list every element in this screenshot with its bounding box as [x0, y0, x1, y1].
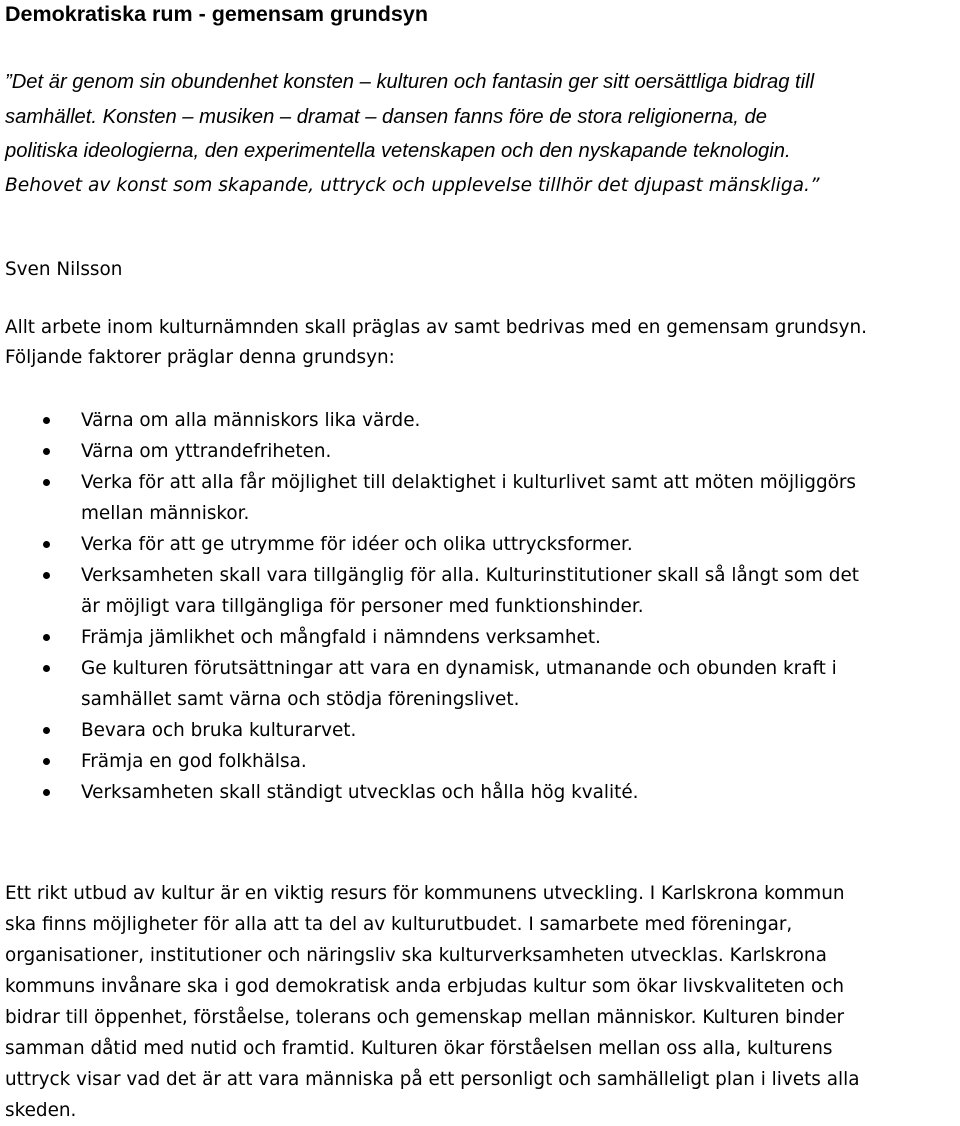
factor-text — [81, 560, 953, 622]
factor-line: Verksamheten skall vara tillgänglig för alla. Kulturinstitutioner skall så långt som det — [81, 565, 859, 586]
quote-line: samhället. Konsten – musiken – dramat – dansen fanns före de stora religionerna, de — [5, 105, 767, 128]
bullet-icon — [43, 727, 50, 734]
closing-line: bidrar till öppenhet, förståelse, tolerans och gemenskap mellan människor. Kulturen binder — [5, 1007, 845, 1028]
factor-text — [81, 777, 953, 808]
closing-line: ska finns möjligheter för alla att ta del av kulturutbudet. I samarbete med föreningar, — [5, 914, 793, 935]
factor-list-item — [5, 560, 953, 622]
quote-line: politiska ideologierna, den experimentella vetenskapen och den nyskapande teknologin. — [5, 140, 791, 162]
closing-line: skeden. — [5, 1100, 77, 1121]
factor-list-item — [5, 436, 953, 467]
factor-list-item — [5, 622, 953, 653]
closing-line: organisationer, institutioner och näringsliv ska kulturverksamheten utvecklas. Karlskrona — [5, 945, 827, 966]
factor-list-item — [5, 653, 953, 715]
factor-line: Ge kulturen förutsättningar att vara en dynamisk, utmanande och obunden kraft i — [81, 658, 837, 679]
factor-line: Verka för att ge utrymme för idéer och olika uttrycksformer. — [81, 534, 633, 555]
closing-line: kommuns invånare ska i god demokratisk anda erbjudas kultur som ökar livskvaliteten och — [5, 976, 845, 997]
bullet-icon — [43, 789, 50, 796]
factor-text — [81, 405, 953, 436]
bullet-icon — [43, 541, 50, 548]
factor-line: Verka för att alla får möjlighet till delaktighet i kulturlivet samt att möten möjliggörs — [81, 472, 857, 493]
intro-line: Allt arbete inom kulturnämnden skall präglas av samt bedrivas med en gemensam grundsyn. — [5, 317, 867, 338]
factor-line: är möjligt vara tillgängliga för personer med funktionshinder. — [81, 596, 644, 617]
bullet-icon — [43, 758, 50, 765]
factor-line: Värna om alla människors lika värde. — [81, 410, 421, 431]
factor-text — [81, 529, 953, 560]
bullet-icon — [43, 417, 50, 424]
factor-text — [81, 715, 953, 746]
factor-list-item — [5, 405, 953, 436]
factor-line: Bevara och bruka kulturarvet. — [81, 720, 357, 741]
factor-list-item — [5, 715, 953, 746]
closing-line: uttryck visar vad det är att vara människa på ett personligt och samhälleligt plan i livets alla — [5, 1069, 860, 1090]
quote-line: Behovet av konst som skapande, uttryck och upplevelse tillhör det djupast mänskliga.” — [5, 174, 820, 196]
factor-text — [81, 653, 953, 715]
factor-line: Främja jämlikhet och mångfald i nämndens verksamhet. — [81, 627, 601, 648]
closing-line: samman dåtid med nutid och framtid. Kulturen ökar förståelsen mellan oss alla, kulturens — [5, 1038, 833, 1059]
quote-author: Sven Nilsson — [5, 259, 123, 280]
intro-paragraph — [5, 313, 953, 373]
factor-line: mellan människor. — [81, 503, 250, 524]
intro-line: Följande faktorer präglar denna grundsyn: — [5, 347, 395, 368]
factor-list-item — [5, 467, 953, 529]
factor-list-item — [5, 746, 953, 777]
document-title: Demokratiska rum - gemensam grundsyn — [5, 2, 428, 26]
bullet-icon — [43, 448, 50, 455]
bullet-icon — [43, 634, 50, 641]
quote-line: ”Det är genom sin obundenhet konsten – kulturen och fantasin ger sitt oersättliga bidrag till — [5, 71, 815, 93]
factor-line: samhället samt värna och stödja föreningslivet. — [81, 689, 520, 710]
factors-list — [5, 405, 953, 808]
factor-line: Värna om yttrandefriheten. — [81, 441, 332, 462]
factor-text — [81, 622, 953, 653]
quote-block — [5, 65, 953, 203]
bullet-icon — [43, 572, 50, 579]
factor-text — [81, 436, 953, 467]
factor-line: Verksamheten skall ständigt utvecklas och hålla hög kvalité. — [81, 782, 639, 803]
factor-text — [81, 467, 953, 529]
bullet-icon — [43, 665, 50, 672]
factor-list-item — [5, 529, 953, 560]
bullet-icon — [43, 479, 50, 486]
factor-text — [81, 746, 953, 777]
factor-list-item — [5, 777, 953, 808]
closing-paragraph — [5, 878, 953, 1126]
closing-line: Ett rikt utbud av kultur är en viktig resurs för kommunens utveckling. I Karlskrona kommun — [5, 883, 845, 904]
factor-line: Främja en god folkhälsa. — [81, 751, 307, 772]
